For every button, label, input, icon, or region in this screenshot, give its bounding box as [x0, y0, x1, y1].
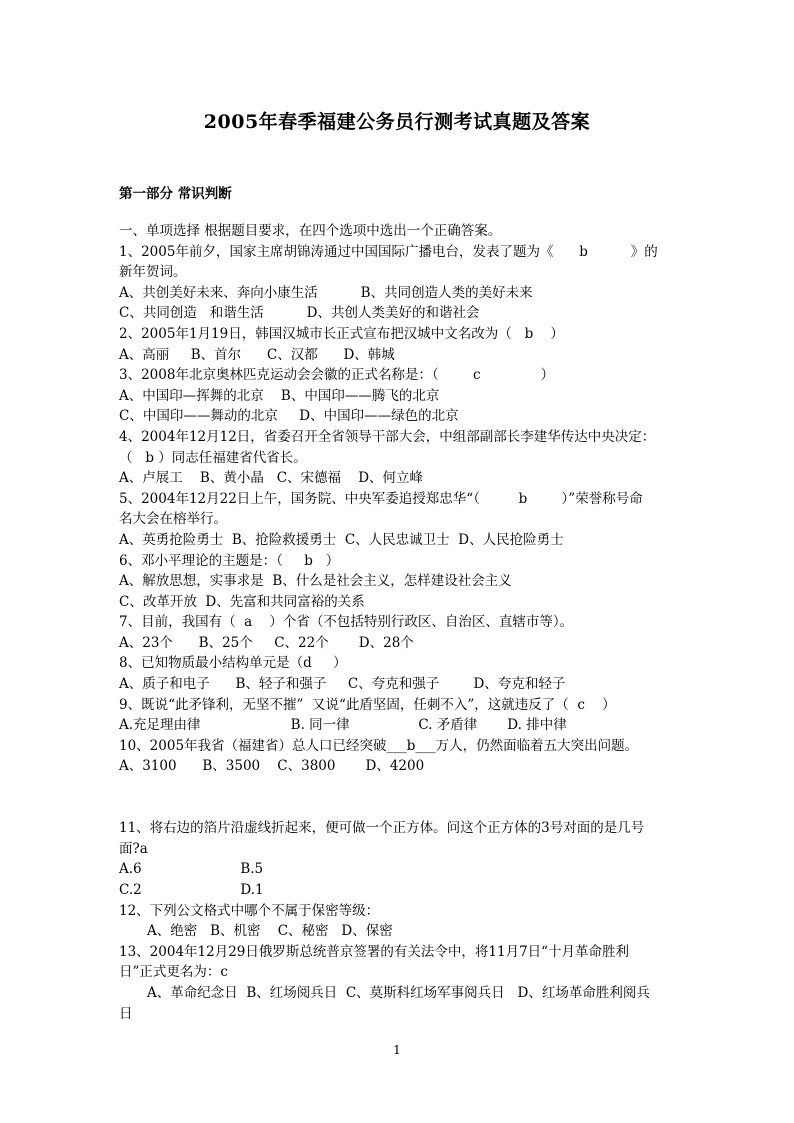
question-11-cont: 面?a: [119, 840, 148, 857]
question-3-options-cd: C、中国印——舞动的北京 D、中国印——绿色的北京: [119, 408, 459, 425]
question-3: 3、2008年北京奥林匹克运动会会徽的正式名称是：（ c ）: [119, 367, 555, 384]
page-number: 1: [393, 1043, 401, 1057]
question-13-cont: 日”正式更名为：c: [119, 964, 228, 981]
question-13-options-cont: 日: [119, 1005, 133, 1022]
question-11-options-cd: C.2 D.1: [119, 882, 264, 898]
question-12-options: A、绝密 B、机密 C、秘密 D、保密: [147, 923, 393, 940]
question-1-options-cd: C、共同创造 和谐生活 D、共创人类美好的和谐社会: [119, 305, 480, 322]
question-6-options-ab: A、解放思想，实事求是 B、什么是社会主义，怎样建设社会主义: [119, 573, 512, 590]
instruction-line: 一、单项选择 根据题目要求，在四个选项中选出一个正确答案。: [119, 223, 502, 239]
question-12: 12、下列公文格式中哪个不属于保密等级：: [119, 902, 380, 919]
question-7-options: A、23个 B、25个 C、22个 D、28个: [119, 634, 414, 651]
question-2: 2、2005年1月19日，韩国汉城市长正式宣布把汉城中文名改为（ b ）: [119, 325, 564, 342]
question-2-options: A、高丽 B、首尔 C、汉都 D、韩城: [119, 346, 395, 363]
question-11: 11、将右边的箔片沿虚线折起来，便可做一个正方体。问这个正方体的3号对面的是几号: [119, 820, 645, 837]
blank-line: [119, 798, 679, 819]
question-4: 4、2004年12月12日，省委召开全省领导干部大会，中组部副部长李建华传达中央决定：: [119, 428, 656, 445]
question-8: 8、已知物质最小结构单元是（d ）: [119, 655, 347, 672]
question-3-options-ab: A、中国印—挥舞的北京 B、中国印——腾飞的北京: [119, 387, 440, 404]
question-9-options: A.充足理由律 B. 同一律 C. 矛盾律 D. 排中律: [119, 717, 567, 734]
question-13-options: A、革命纪念日 B、红场阅兵日 C、莫斯科红场军事阅兵日 D、红场革命胜利阅兵: [147, 984, 650, 1001]
question-5: 5、2004年12月22日上午，国务院、中央军委追授郑忠华“（ b ）”荣誉称号命: [119, 490, 643, 507]
page-title: 2005年春季福建公务员行测考试真题及答案: [203, 111, 591, 133]
question-10-options: A、3100 B、3500 C、3800 D、4200: [119, 758, 425, 775]
blank-line: [119, 777, 679, 798]
question-1: 1、2005年前夕，国家主席胡锦涛通过中国国际广播电台，发表了题为《 b 》的: [119, 243, 658, 260]
question-10: 10、2005年我省（福建省）总人口已经突破___b___万人，仍然面临着五大突出问题。: [119, 737, 639, 754]
question-11-options-ab: A.6 B.5: [119, 861, 264, 878]
question-6-options-cd: C、改革开放 D、先富和共同富裕的关系: [119, 593, 365, 610]
question-1-options-ab: A、共创美好未来、奔向小康生活 B、共同创造人类的美好未来: [119, 284, 533, 301]
question-4-options: A、卢展工 B、黄小晶 C、宋德福 D、何立峰: [119, 470, 424, 487]
question-13: 13、2004年12月29日俄罗斯总统普京签署的有关法令中，将11月7日“十月革命胜利: [119, 943, 630, 960]
question-5-cont: 名大会在榕举行。: [119, 511, 227, 528]
question-1-cont: 新年贺词。: [119, 264, 187, 281]
question-7: 7、目前，我国有（ a ）个省（不包括特别行政区、自治区、直辖市等）。: [119, 614, 574, 631]
question-4-cont: （ b ）同志任福建省代省长。: [119, 449, 307, 466]
question-6: 6、邓小平理论的主题是：（ b ）: [119, 552, 340, 569]
document-body: [119, 221, 679, 1024]
question-5-options: A、英勇抢险勇士 B、抢险救援勇士 C、人民忠诚卫士 D、人民抢险勇士: [119, 531, 564, 548]
question-8-options: A、质子和电子 B、轻子和强子 C、夸克和强子 D、夸克和轻子: [119, 676, 566, 693]
section-heading: 第一部分 常识判断: [119, 186, 232, 202]
question-9: 9、既说“此矛锋利，无坚不摧” 又说“此盾坚固，任刺不入”，这就违反了（ c ）: [119, 696, 616, 713]
